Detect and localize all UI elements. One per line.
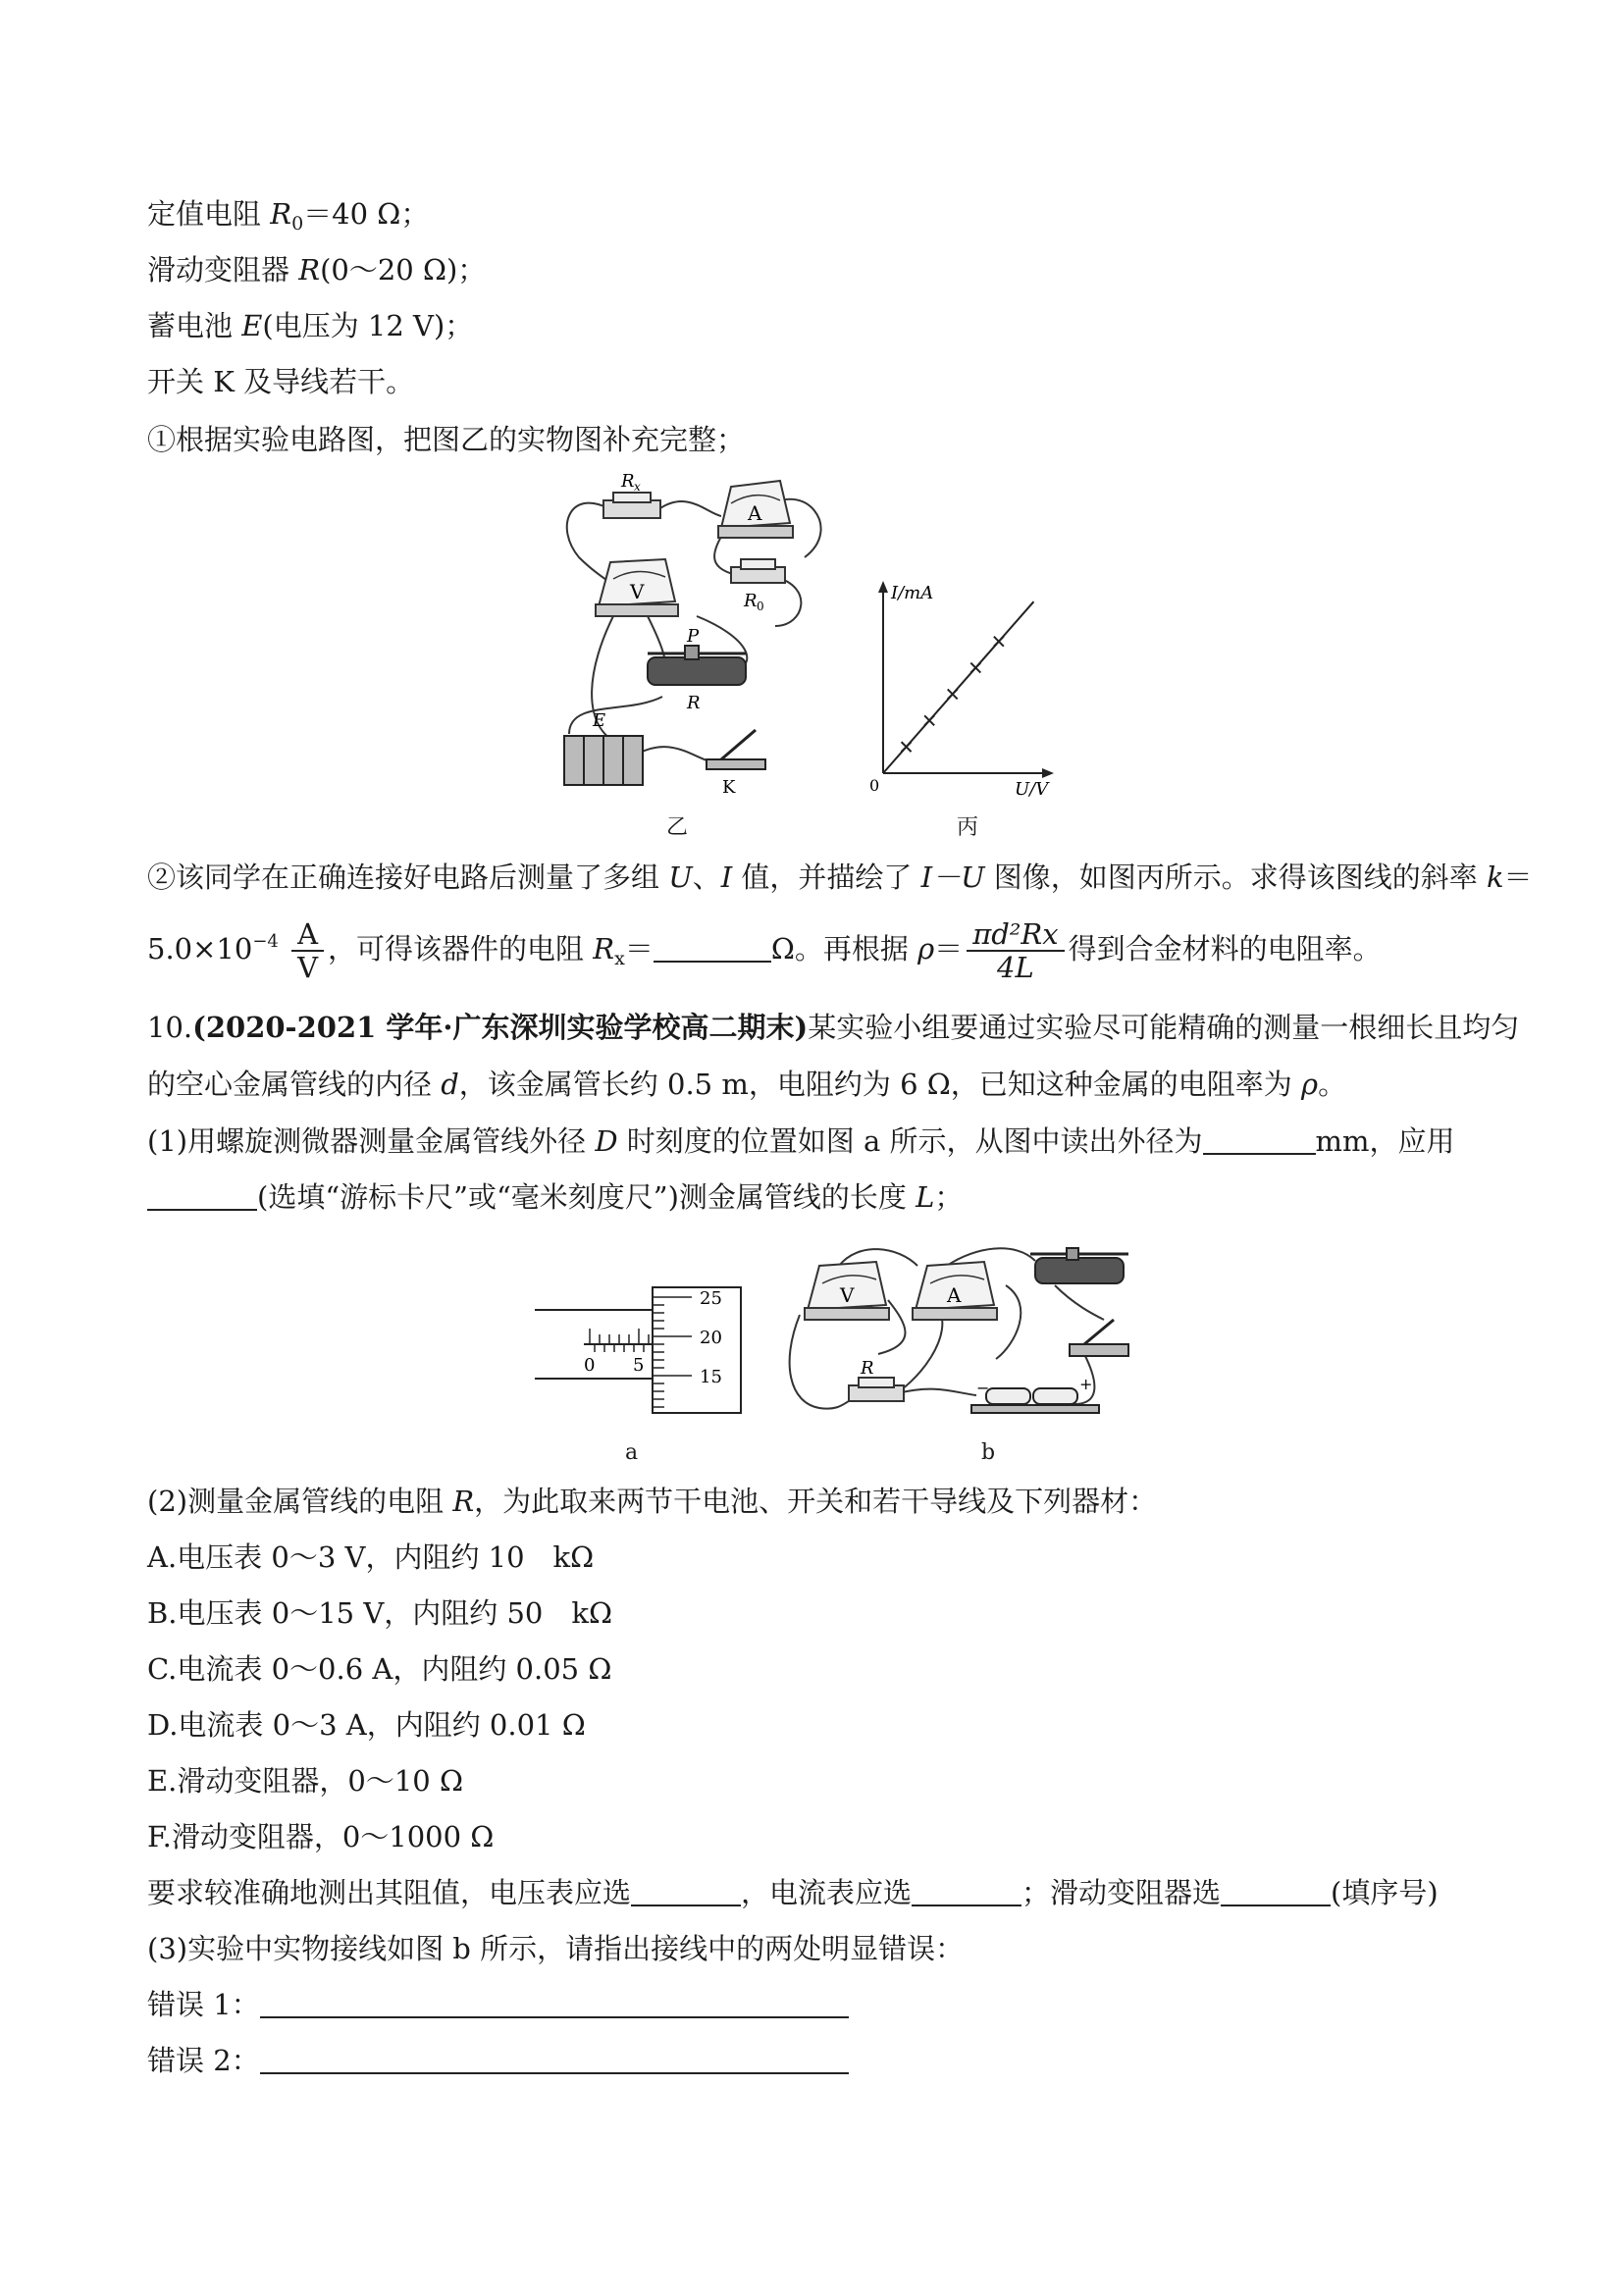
text: 某实验小组要通过实验尽可能精确的测量一根细长且均匀 — [808, 1011, 1520, 1044]
label-r0-sub: 0 — [757, 600, 764, 613]
x-axis-label: U/V — [1015, 779, 1049, 800]
label-plus: + — [1079, 1375, 1093, 1393]
switch-k — [707, 730, 765, 798]
var-d: d — [441, 1068, 459, 1101]
wiring-figure-b — [780, 1246, 1143, 1442]
subscript: x — [614, 948, 625, 969]
resistor-b — [849, 1358, 904, 1401]
option-e: E.滑动变阻器，0～10 Ω — [147, 1764, 464, 1798]
list-item-switch: 开关 K 及导线若干。 — [147, 365, 415, 398]
answer-blank-rx[interactable] — [654, 935, 771, 963]
rheostat-b — [1030, 1248, 1128, 1283]
ammeter-b — [913, 1262, 997, 1320]
answer-blank-instrument[interactable] — [147, 1183, 257, 1211]
x-axis-arrow — [1042, 768, 1054, 778]
text: 图像，如图丙所示。求得该图线的斜率 — [984, 861, 1487, 894]
list-item-rheostat — [147, 250, 486, 289]
answer-blank-rheostat[interactable] — [1221, 1879, 1331, 1906]
option-d: D.电流表 0～3 A，内阻约 0.01 Ω — [147, 1708, 586, 1742]
text: mm，应用 — [1315, 1124, 1455, 1158]
text: 。 — [1318, 1068, 1347, 1101]
label-r-b: R — [861, 1358, 874, 1379]
text: (1)用螺旋测微器测量金属管线外径 — [147, 1124, 596, 1158]
var-d: D — [595, 1124, 618, 1158]
label-e: E — [593, 710, 606, 731]
question-10-part-3: (3)实验中实物接线如图 b 所示，请指出接线中的两处明显错误： — [147, 1932, 965, 1965]
var-r: R — [298, 253, 321, 287]
unit-fraction — [291, 918, 324, 983]
answer-blank-diameter[interactable] — [1203, 1127, 1316, 1155]
error-1-label: 错误 1： — [147, 1988, 260, 2021]
label-rx-sub: x — [634, 480, 641, 494]
label-r: R — [687, 693, 701, 713]
text: (选填“游标卡尺”或“毫米刻度尺”)测金属管线的长度 — [257, 1180, 916, 1214]
label-minus: − — [976, 1379, 990, 1397]
voltmeter — [596, 559, 678, 616]
fraction-numerator: A — [291, 918, 324, 952]
option-c: C.电流表 0～0.6 A，内阻约 0.05 Ω — [147, 1652, 612, 1686]
text: ＝ — [624, 932, 654, 965]
caption-b: b — [981, 1440, 996, 1465]
k-exponent: −4 — [252, 931, 279, 952]
subscript: 0 — [291, 213, 304, 235]
option-b: B.电压表 0～15 V，内阻约 50 kΩ — [147, 1596, 612, 1630]
circuit-figure-yi — [550, 469, 864, 798]
text: ，该金属管长约 0.5 m，电阻约为 6 Ω，已知这种金属的电阻率为 — [458, 1068, 1302, 1101]
question-9-part-2-line1 — [147, 858, 1533, 897]
data-point-2 — [924, 715, 934, 725]
var-r: R — [452, 1485, 475, 1518]
ammeter — [718, 481, 793, 538]
formula-numerator: πd²Rx — [967, 918, 1064, 952]
voltmeter-b — [805, 1262, 889, 1320]
formula-denominator: 4L — [997, 951, 1034, 984]
text: Ω。再根据 — [770, 932, 918, 965]
question-10-stem-line1 — [147, 1008, 1519, 1047]
answer-blank-error-2[interactable] — [260, 2047, 849, 2074]
text: ，可得该器件的电阻 — [328, 932, 594, 965]
text: ＝ — [1503, 861, 1533, 894]
main-mark-5: 5 — [633, 1355, 645, 1376]
text: (填序号) — [1331, 1876, 1439, 1909]
option-a: A.电压表 0～3 V，内阻约 10 kΩ — [147, 1540, 595, 1574]
iu-label: I－U — [920, 861, 985, 894]
var-rho: ρ — [1301, 1068, 1319, 1101]
battery — [564, 710, 643, 785]
switch-b — [1070, 1320, 1128, 1356]
var-r: R — [270, 197, 292, 231]
error-2-label: 错误 2： — [147, 2044, 260, 2077]
answer-blank-ammeter[interactable] — [912, 1879, 1021, 1906]
text: ； — [934, 1180, 964, 1214]
text: 时刻度的位置如图 a 所示，从图中读出外径为 — [617, 1124, 1203, 1158]
label-ammeter: A — [748, 501, 762, 525]
label-rx: R — [621, 471, 635, 492]
list-text: 滑动变阻器 — [147, 253, 299, 287]
caption-yi: 乙 — [666, 815, 689, 840]
text: ；滑动变阻器选 — [1021, 1876, 1222, 1909]
origin-label: 0 — [869, 776, 880, 795]
question-source: (2020-2021 学年·广东深圳实验学校高二期末) — [192, 1011, 809, 1044]
text: ，为此取来两节干电池、开关和若干导线及下列器材： — [474, 1485, 1158, 1518]
answer-blank-error-1[interactable] — [260, 1991, 849, 2018]
option-f: F.滑动变阻器，0～1000 Ω — [147, 1820, 495, 1853]
list-text: (电压为 12 V)； — [262, 309, 474, 342]
scale-mark-25: 25 — [700, 1288, 722, 1309]
label-r0: R — [744, 591, 758, 611]
caption-bing: 丙 — [957, 815, 979, 840]
list-item-battery — [147, 306, 473, 345]
question-10-part-2 — [147, 1482, 1157, 1521]
text: ，电流表应选 — [741, 1876, 913, 1909]
data-point-4 — [970, 663, 980, 673]
question-9-part-2-line2 — [147, 908, 1382, 993]
answer-blank-voltmeter[interactable] — [631, 1879, 741, 1906]
text: 、 — [692, 861, 721, 894]
resistivity-formula — [967, 918, 1064, 983]
var-l: L — [916, 1180, 935, 1214]
text: ②该同学在正确连接好电路后测量了多组 — [147, 861, 669, 894]
battery-holder-b — [971, 1375, 1099, 1413]
label-voltmeter: V — [630, 580, 645, 603]
y-axis-arrow — [878, 581, 888, 593]
var-rx: R — [593, 932, 615, 965]
list-text: ＝40 Ω； — [303, 197, 430, 231]
question-10-choice-line — [147, 1873, 1439, 1912]
main-mark-0: 0 — [584, 1355, 596, 1376]
question-number: 10. — [147, 1011, 193, 1044]
text: 的空心金属管线的内径 — [147, 1068, 442, 1101]
label-v: V — [840, 1283, 855, 1307]
var-i: I — [720, 861, 733, 894]
text: 得到合金材料的电阻率。 — [1068, 932, 1382, 965]
rheostat — [648, 626, 746, 713]
error-2-line — [147, 2041, 849, 2080]
scale-mark-20: 20 — [700, 1328, 722, 1348]
var-e: E — [241, 309, 263, 342]
y-axis-label: I/mA — [891, 583, 934, 603]
text: ＝ — [934, 932, 964, 965]
k-value: 5.0×10 — [147, 932, 253, 965]
micrometer-figure-a — [535, 1285, 746, 1433]
caption-a: a — [625, 1440, 639, 1465]
question-9-part-1: ①根据实验电路图，把图乙的实物图补充完整； — [147, 423, 746, 456]
var-rho: ρ — [917, 932, 935, 965]
text: 值，并描绘了 — [732, 861, 921, 894]
var-u: U — [668, 861, 693, 894]
text: (2)测量金属管线的电阻 — [147, 1485, 453, 1518]
data-point-5 — [994, 637, 1004, 647]
question-10-stem-line2 — [147, 1065, 1346, 1104]
list-text: (0～20 Ω)； — [320, 253, 487, 287]
iu-graph — [864, 577, 1060, 803]
list-text: 定值电阻 — [147, 197, 271, 231]
fraction-denominator: V — [297, 951, 319, 984]
error-1-line — [147, 1985, 849, 2024]
list-item-r0 — [147, 194, 429, 243]
label-a: A — [947, 1283, 962, 1307]
label-k: K — [722, 777, 736, 798]
var-k: k — [1486, 861, 1504, 894]
data-point-3 — [948, 689, 958, 699]
question-10-part-1-line1 — [147, 1122, 1455, 1161]
resistor-rx — [603, 471, 660, 518]
list-text: 蓄电池 — [147, 309, 242, 342]
resistor-r0 — [731, 559, 785, 613]
data-point-1 — [902, 742, 912, 752]
question-10-part-1-line2 — [147, 1177, 963, 1217]
text: 要求较准确地测出其阻值，电压表应选 — [147, 1876, 632, 1909]
scale-mark-15: 15 — [700, 1367, 722, 1387]
label-p: P — [687, 626, 700, 647]
